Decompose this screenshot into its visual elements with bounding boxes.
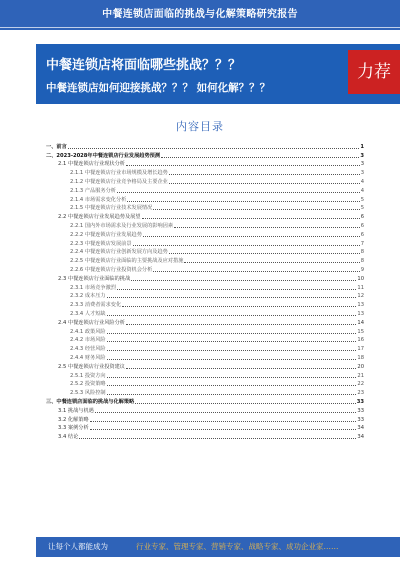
toc-entry-page: 10: [357, 275, 364, 282]
toc-leader-dots: [133, 245, 360, 246]
toc-entry-label: 2.2 中餐连锁店行业发展趋势及展望: [58, 214, 141, 221]
toc-leader-dots: [107, 377, 357, 378]
toc-entry-label: 2.2.3 中餐连锁店发展前景: [70, 240, 132, 247]
toc-entry-label: 2.5 中餐连锁店行业投资建议: [58, 363, 125, 370]
toc-entry[interactable]: [36, 274, 364, 283]
toc-entry[interactable]: [36, 265, 364, 274]
toc-entry-label: 2.4.4 财务风险: [70, 354, 106, 361]
toc-leader-dots: [142, 218, 360, 219]
toc-entry[interactable]: [36, 212, 364, 221]
toc-entry[interactable]: [36, 283, 364, 292]
toc-entry[interactable]: [36, 388, 364, 397]
toc-leader-dots: [161, 157, 359, 158]
toc-entry-page: 14: [357, 319, 364, 326]
toc-entry[interactable]: [36, 239, 364, 248]
toc-leader-dots: [122, 306, 356, 307]
toc-leader-dots: [117, 192, 360, 193]
toc-entry-label: 2.1.1 中餐连锁店行业市场规模及增长趋势: [70, 170, 168, 177]
toc-entry-page: 33: [357, 416, 364, 423]
toc-entry-page: 4: [360, 178, 364, 185]
title-banner: [36, 44, 400, 104]
toc-leader-dots: [107, 333, 357, 334]
toc-leader-dots: [135, 403, 356, 404]
toc-entry[interactable]: [36, 256, 364, 265]
toc-entry-label: 3.4 结论: [58, 434, 79, 441]
toc-leader-dots: [127, 201, 359, 202]
toc-leader-dots: [107, 297, 357, 298]
toc-entry-page: 3: [360, 161, 364, 168]
toc-leader-dots: [126, 324, 356, 325]
toc-leader-dots: [90, 421, 357, 422]
toc-entry[interactable]: [36, 380, 364, 389]
toc-leader-dots: [79, 438, 356, 439]
toc-entry-label: 2.4.1 政策风险: [70, 328, 106, 335]
toc-leader-dots: [90, 429, 357, 430]
toc-entry-label: 3.1 挑战与机遇: [58, 407, 94, 414]
toc-entry-page: 4: [360, 187, 364, 194]
header-divider: [0, 27, 400, 28]
toc-entry-page: 21: [357, 372, 364, 379]
toc-leader-dots: [107, 315, 357, 316]
toc-leader-dots: [143, 236, 360, 237]
header-title: 中餐连锁店面临的挑战与化解策略研究报告: [102, 9, 298, 20]
toc-leader-dots: [153, 271, 359, 272]
report-title: 中餐连锁店将面临哪些挑战？？？: [46, 58, 242, 73]
toc-entry[interactable]: [36, 221, 364, 230]
toc-entry[interactable]: [36, 177, 364, 186]
toc-entry-label: 2.2.2 中餐连锁店行业发展趋势: [70, 231, 142, 238]
header-bar: [0, 0, 400, 30]
toc-leader-dots: [174, 227, 360, 228]
toc-entry[interactable]: [36, 248, 364, 257]
toc-entry-page: 20: [357, 363, 364, 370]
toc-heading: 内容目录: [176, 120, 224, 133]
toc-entry-page: 1: [360, 143, 364, 150]
toc-leader-dots: [169, 183, 360, 184]
toc-entry-label: 2.5.1 投资方向: [70, 372, 106, 379]
toc-entry[interactable]: [36, 204, 364, 213]
toc-entry-label: 2.4 中餐连锁店行业风险分析: [58, 319, 125, 326]
toc-leader-dots: [169, 174, 360, 175]
toc-entry[interactable]: [36, 362, 364, 371]
toc-entry-label: 2.1.3 产品服务分析: [70, 187, 116, 194]
toc-entry[interactable]: [36, 160, 364, 169]
toc-leader-dots: [131, 280, 356, 281]
toc-entry[interactable]: [36, 371, 364, 380]
toc-entry-label: 2.4.3 经营风险: [70, 346, 106, 353]
toc-entry-label: 2.1.4 市场需求变化分析: [70, 196, 127, 203]
toc-entry-page: 23: [357, 390, 364, 397]
toc-entry-page: 34: [357, 434, 364, 441]
toc-entry-page: 33: [357, 407, 364, 414]
toc-entry-page: 33: [356, 398, 364, 405]
toc-entry-label: 2.2.4 中餐连锁店行业创新发展方向及趋势: [70, 249, 168, 256]
toc-entry-page: 3: [360, 152, 364, 159]
toc-entry-label: 三、中餐连锁店面临的挑战与化解策略: [46, 398, 135, 405]
toc-entry-page: 15: [357, 328, 364, 335]
toc-entry-page: 7: [360, 240, 364, 247]
toc-entry[interactable]: [36, 230, 364, 239]
toc-leader-dots: [117, 289, 356, 290]
toc-entry-label: 3.3 案例分析: [58, 425, 89, 432]
toc-entry-page: 13: [357, 302, 364, 309]
toc-entry-label: 2.3.1 市场竞争激烈: [70, 284, 116, 291]
toc-entry-label: 二、2023-2028年中餐连锁店行业发展趋势预测: [46, 152, 161, 159]
footer-bar: [36, 537, 400, 557]
toc-entry[interactable]: [36, 353, 364, 362]
toc-entry-label: 2.3.3 消费者需求变化: [70, 302, 122, 309]
toc-entry[interactable]: [36, 300, 364, 309]
toc-entry[interactable]: [36, 292, 364, 301]
toc-leader-dots: [184, 262, 359, 263]
toc-entry[interactable]: [36, 424, 364, 433]
toc-entry-page: 5: [360, 196, 364, 203]
toc-entry[interactable]: [36, 406, 364, 415]
toc-entry-label: 2.2.1 国内外市场需求及行业发展的影响因素: [70, 222, 174, 229]
toc-leader-dots: [107, 359, 357, 360]
toc-entry[interactable]: [36, 397, 364, 406]
toc-leader-dots: [68, 148, 360, 149]
toc-entry-label: 2.3 中餐连锁店行业面临的挑战: [58, 275, 131, 282]
toc-entry-page: 34: [357, 425, 364, 432]
toc-entry-label: 2.2.5 中餐连锁店行业面临的主要挑战及应对措施: [70, 258, 184, 265]
toc-entry-page: 17: [357, 346, 364, 353]
toc-leader-dots: [107, 394, 357, 395]
toc-entry-label: 一、前言: [46, 143, 67, 150]
toc-entry-page: 6: [360, 231, 364, 238]
toc-entry[interactable]: [36, 336, 364, 345]
toc-entry[interactable]: [36, 195, 364, 204]
toc-entry-label: 2.1 中餐连锁店行业现状分析: [58, 161, 125, 168]
toc-entry[interactable]: [36, 344, 364, 353]
toc-entry-page: 13: [357, 310, 364, 317]
toc-entry-page: 18: [357, 354, 364, 361]
toc-entry-label: 2.3.4 人才短缺: [70, 310, 106, 317]
toc-leader-dots: [107, 341, 357, 342]
toc-entry-page: 22: [357, 381, 364, 388]
toc-entry[interactable]: [36, 151, 364, 160]
toc-leader-dots: [169, 253, 360, 254]
toc-entry-page: 8: [360, 249, 364, 256]
table-of-contents: [36, 142, 364, 441]
toc-entry[interactable]: [36, 318, 364, 327]
toc-entry-label: 2.4.2 市场风险: [70, 337, 106, 344]
toc-entry-page: 9: [360, 266, 364, 273]
toc-entry-label: 2.2.6 中餐连锁店行业投资机会分析: [70, 266, 153, 273]
toc-entry-label: 2.1.5 中餐连锁店行业技术发展情况: [70, 205, 153, 212]
toc-leader-dots: [107, 350, 357, 351]
toc-entry-page: 5: [360, 205, 364, 212]
toc-entry[interactable]: [36, 432, 364, 441]
toc-entry-label: 2.3.2 成本压力: [70, 293, 106, 300]
toc-leader-dots: [126, 165, 360, 166]
toc-entry-label: 2.5.2 投资策略: [70, 381, 106, 388]
toc-leader-dots: [95, 412, 357, 413]
footer-lead: 让每个人都能成为: [48, 542, 108, 551]
toc-leader-dots: [107, 385, 357, 386]
toc-entry[interactable]: [36, 186, 364, 195]
toc-entry-page: 3: [360, 170, 364, 177]
toc-entry[interactable]: [36, 309, 364, 318]
toc-entry-page: 16: [357, 337, 364, 344]
toc-entry[interactable]: [36, 168, 364, 177]
toc-entry[interactable]: [36, 327, 364, 336]
toc-entry[interactable]: [36, 142, 364, 151]
toc-entry-page: 12: [357, 293, 364, 300]
report-subtitle: 中餐连锁店如何迎接挑战？？？ 如何化解？？？: [46, 82, 271, 94]
toc-leader-dots: [126, 368, 356, 369]
toc-entry-page: 6: [360, 214, 364, 221]
toc-entry-label: 2.1.2 中餐连锁店行业竞争格局及主要企业: [70, 178, 168, 185]
toc-entry-page: 8: [360, 258, 364, 265]
recommend-badge: 力荐: [348, 50, 400, 94]
toc-leader-dots: [153, 209, 359, 210]
toc-entry-label: 3.2 化解策略: [58, 416, 89, 423]
toc-entry-label: 2.5.3 风险控制: [70, 390, 106, 397]
toc-entry-page: 6: [360, 222, 364, 229]
toc-entry[interactable]: [36, 415, 364, 424]
toc-entry-page: 11: [357, 284, 364, 291]
footer-roles: 行业专家、管理专家、营销专家、战略专家、成功企业家……: [136, 542, 339, 551]
